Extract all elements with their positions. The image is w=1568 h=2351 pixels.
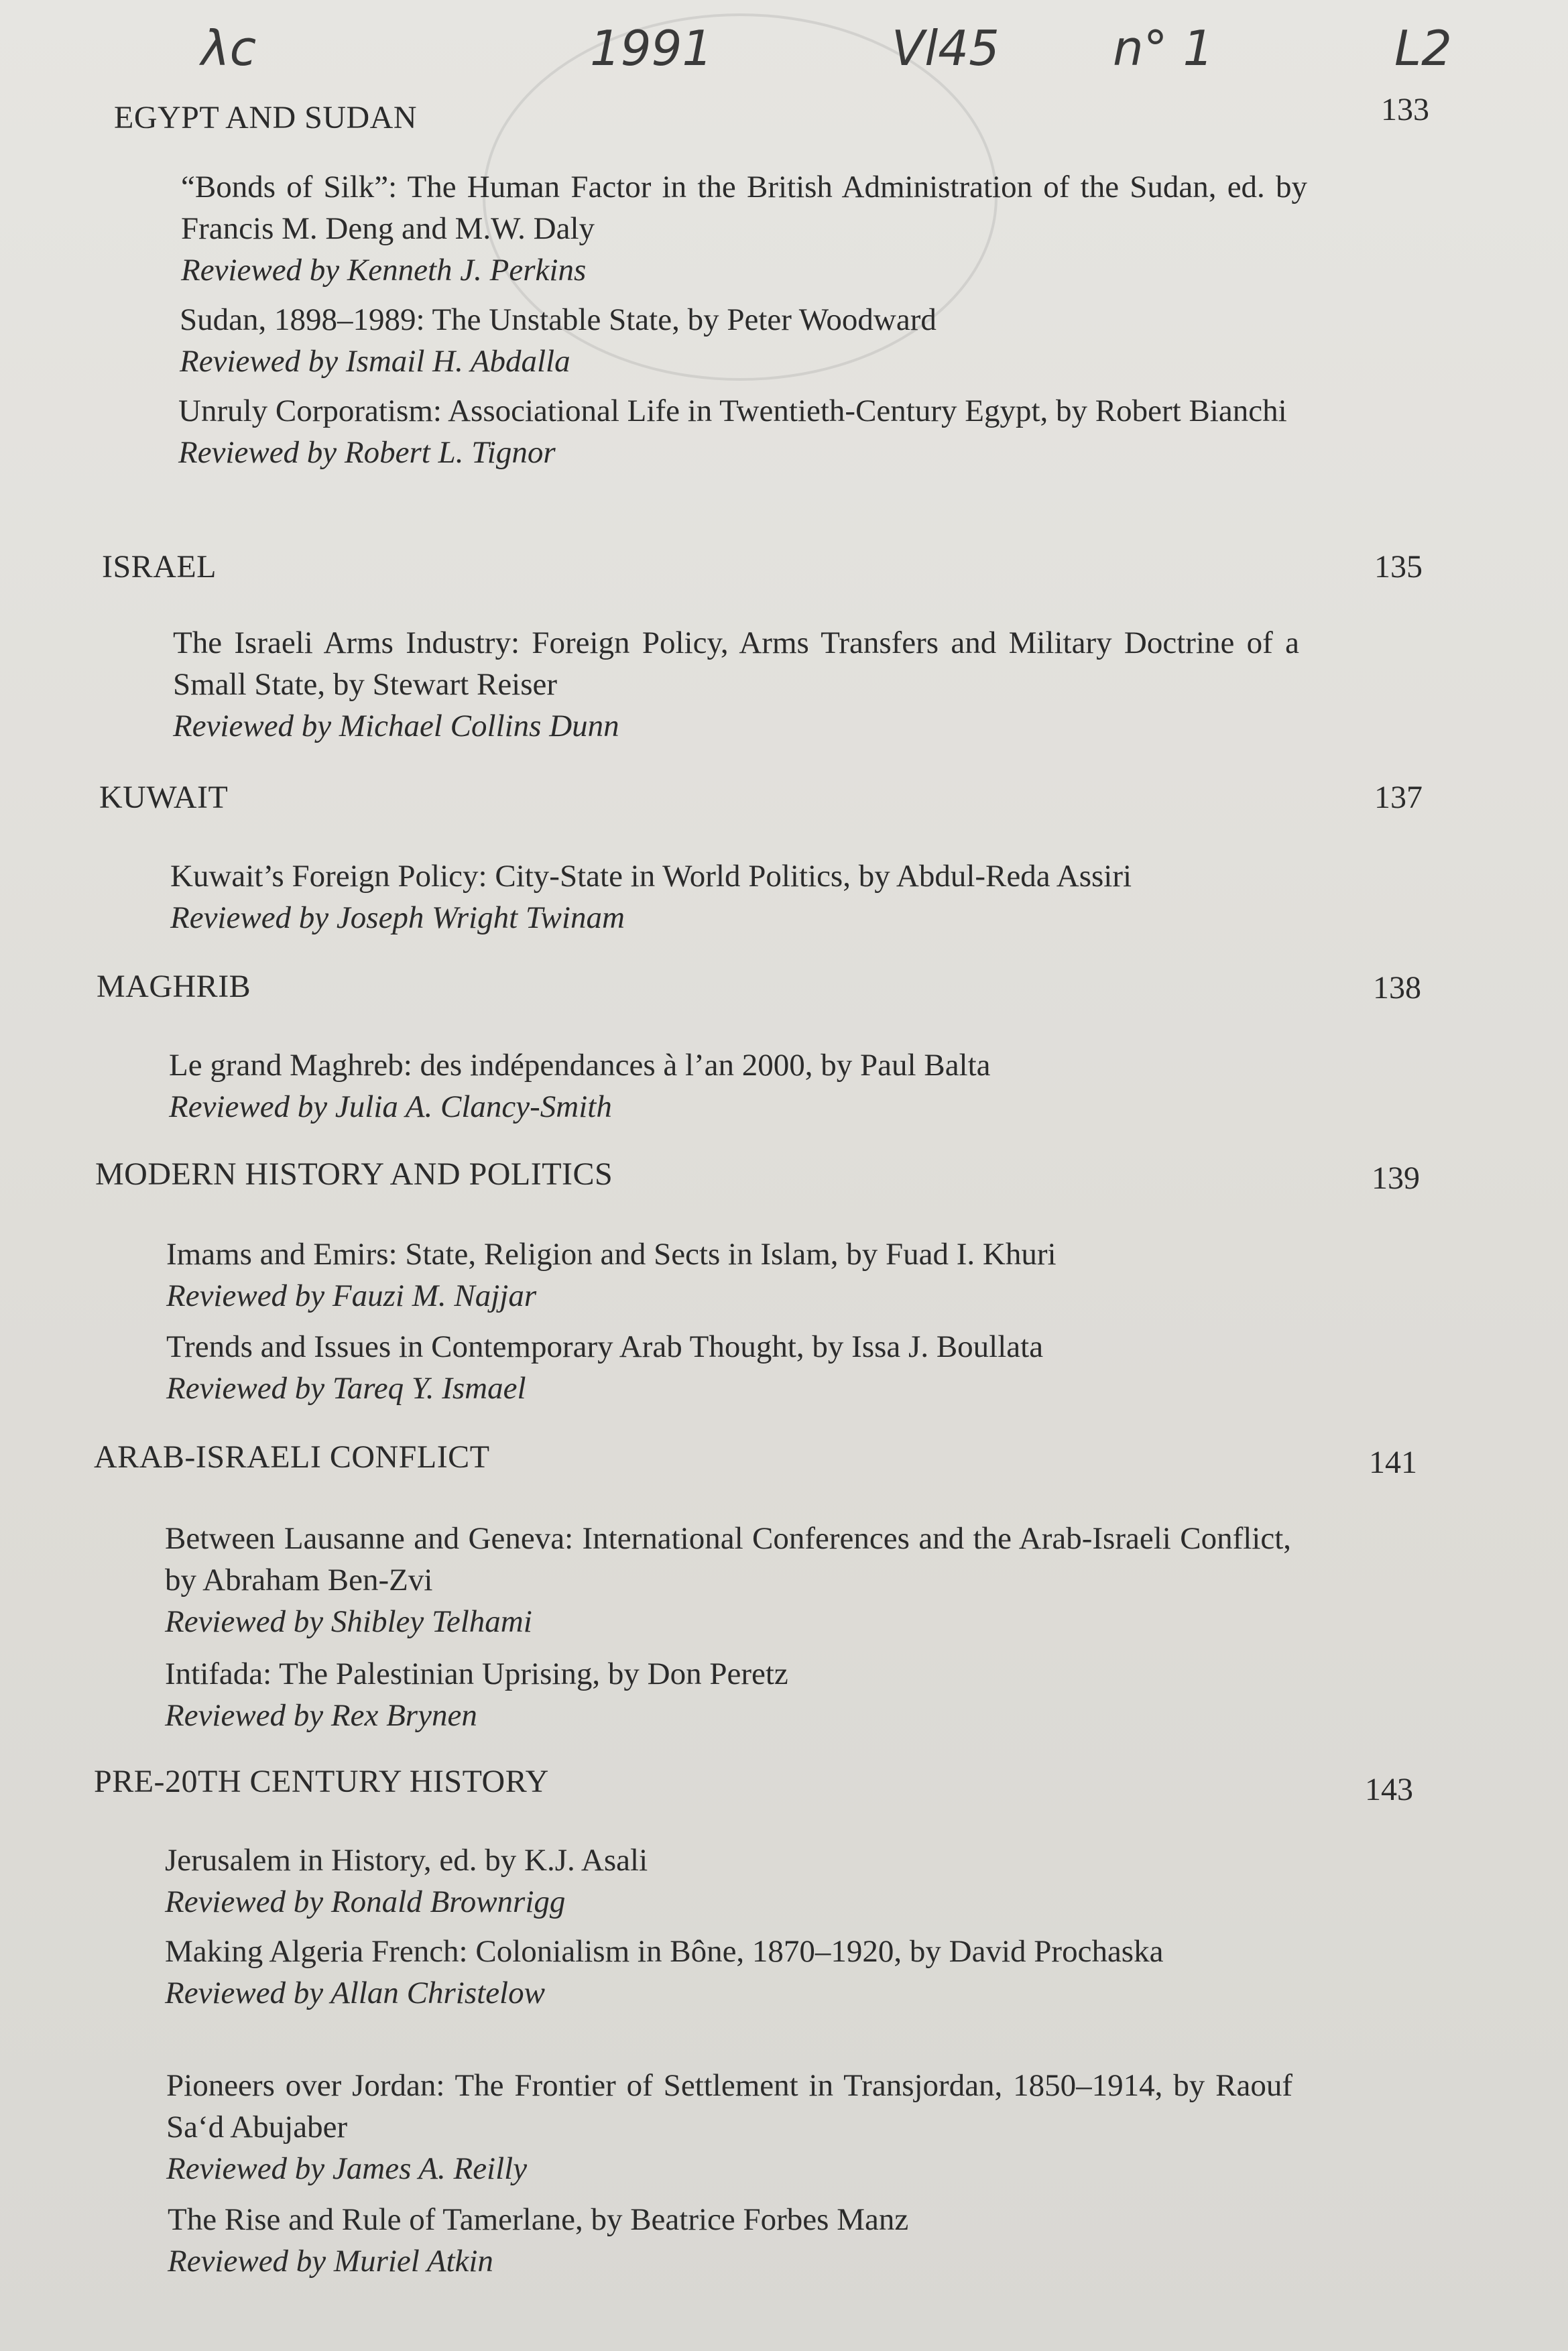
review-entry [168, 2199, 1294, 2282]
review-entry [173, 622, 1299, 747]
book-title: Trends and Issues in Contemporary Arab Thought, by Issa J. Boullata [166, 1329, 1044, 1364]
review-entry [180, 299, 1306, 382]
book-title: Pioneers over Jordan: The Frontier of Settlement in Transjordan, 1850–1914, by Raouf Sa‘d Abujaber [166, 2068, 1292, 2145]
review-entry [165, 1653, 1291, 1736]
section-heading: MAGHRIB [97, 969, 251, 1004]
section-heading: ISRAEL [102, 549, 217, 585]
section-page-number: 135 [1374, 549, 1423, 585]
section-page-number: 138 [1373, 970, 1421, 1006]
review-entry [178, 390, 1305, 473]
reviewer: Reviewed by Shibley Telhami [165, 1604, 532, 1639]
book-title: Le grand Maghreb: des indépendances à l’an 2000, by Paul Balta [169, 1048, 991, 1083]
section-heading: EGYPT AND SUDAN [114, 100, 417, 135]
reviewer: Reviewed by Fauzi M. Najjar [166, 1278, 537, 1313]
review-entry [165, 1840, 1291, 1923]
reviewer: Reviewed by Joseph Wright Twinam [170, 900, 625, 935]
section-page-number: 141 [1369, 1445, 1417, 1480]
section-page-number: 143 [1365, 1772, 1413, 1807]
book-title: “Bonds of Silk”: The Human Factor in the British Administration of the Sudan, ed. by Francis M. Deng and M.W. Daly [181, 170, 1307, 246]
section-page-number: 133 [1381, 92, 1429, 127]
section-heading: MODERN HISTORY AND POLITICS [95, 1156, 613, 1192]
book-title: Imams and Emirs: State, Religion and Sects in Islam, by Fuad I. Khuri [166, 1237, 1057, 1272]
reviewer: Reviewed by Tareq Y. Ismael [166, 1371, 526, 1406]
review-entry [181, 166, 1307, 291]
section-heading: PRE-20TH CENTURY HISTORY [94, 1764, 549, 1799]
book-title: Kuwait’s Foreign Policy: City-State in World Politics, by Abdul-Reda Assiri [170, 859, 1132, 894]
book-title: Intifada: The Palestinian Uprising, by Don Peretz [165, 1656, 788, 1691]
book-title: Between Lausanne and Geneva: International Conferences and the Arab-Israeli Conflict, by Abraham Ben-Zvi [165, 1521, 1291, 1598]
review-entry [166, 1233, 1292, 1317]
review-entry [166, 1326, 1292, 1409]
review-entry [166, 2065, 1292, 2189]
book-title: The Rise and Rule of Tamerlane, by Beatrice Forbes Manz [168, 2202, 909, 2237]
book-title: Unruly Corporatism: Associational Life in Twentieth-Century Egypt, by Robert Bianchi [178, 394, 1287, 428]
reviewer: Reviewed by James A. Reilly [166, 2151, 528, 2186]
handwritten-note: L2 [1394, 20, 1452, 76]
section-heading: ARAB-ISRAELI CONFLICT [94, 1439, 490, 1475]
review-entry [165, 1518, 1291, 1642]
review-entry [169, 1044, 1295, 1128]
reviewer: Reviewed by Muriel Atkin [168, 2244, 493, 2279]
section-page-number: 137 [1374, 780, 1423, 815]
section-page-number: 139 [1372, 1160, 1420, 1196]
reviewer: Reviewed by Julia A. Clancy-Smith [169, 1089, 612, 1124]
reviewer: Reviewed by Kenneth J. Perkins [181, 253, 587, 288]
reviewer: Reviewed by Ismail H. Abdalla [180, 344, 570, 379]
handwritten-note: 1991 [590, 20, 713, 76]
section-heading: KUWAIT [99, 780, 229, 815]
handwritten-note: n° 1 [1113, 20, 1214, 76]
book-title: Making Algeria French: Colonialism in Bône, 1870–1920, by David Prochaska [165, 1934, 1164, 1969]
reviewer: Reviewed by Allan Christelow [165, 1976, 545, 2010]
reviewer: Reviewed by Michael Collins Dunn [173, 709, 619, 743]
reviewer: Reviewed by Rex Brynen [165, 1698, 477, 1733]
book-title: Jerusalem in History, ed. by K.J. Asali [165, 1843, 648, 1878]
handwritten-note: λc [201, 20, 257, 76]
reviewer: Reviewed by Robert L. Tignor [178, 435, 556, 470]
review-entry [170, 855, 1350, 939]
review-entry [165, 1931, 1291, 2014]
book-title: Sudan, 1898–1989: The Unstable State, by Peter Woodward [180, 302, 937, 337]
handwritten-note: Vl45 [892, 20, 1000, 76]
reviewer: Reviewed by Ronald Brownrigg [165, 1884, 566, 1919]
book-title: The Israeli Arms Industry: Foreign Policy, Arms Transfers and Military Doctrine of a Small State, by Stewart Reiser [173, 625, 1299, 702]
